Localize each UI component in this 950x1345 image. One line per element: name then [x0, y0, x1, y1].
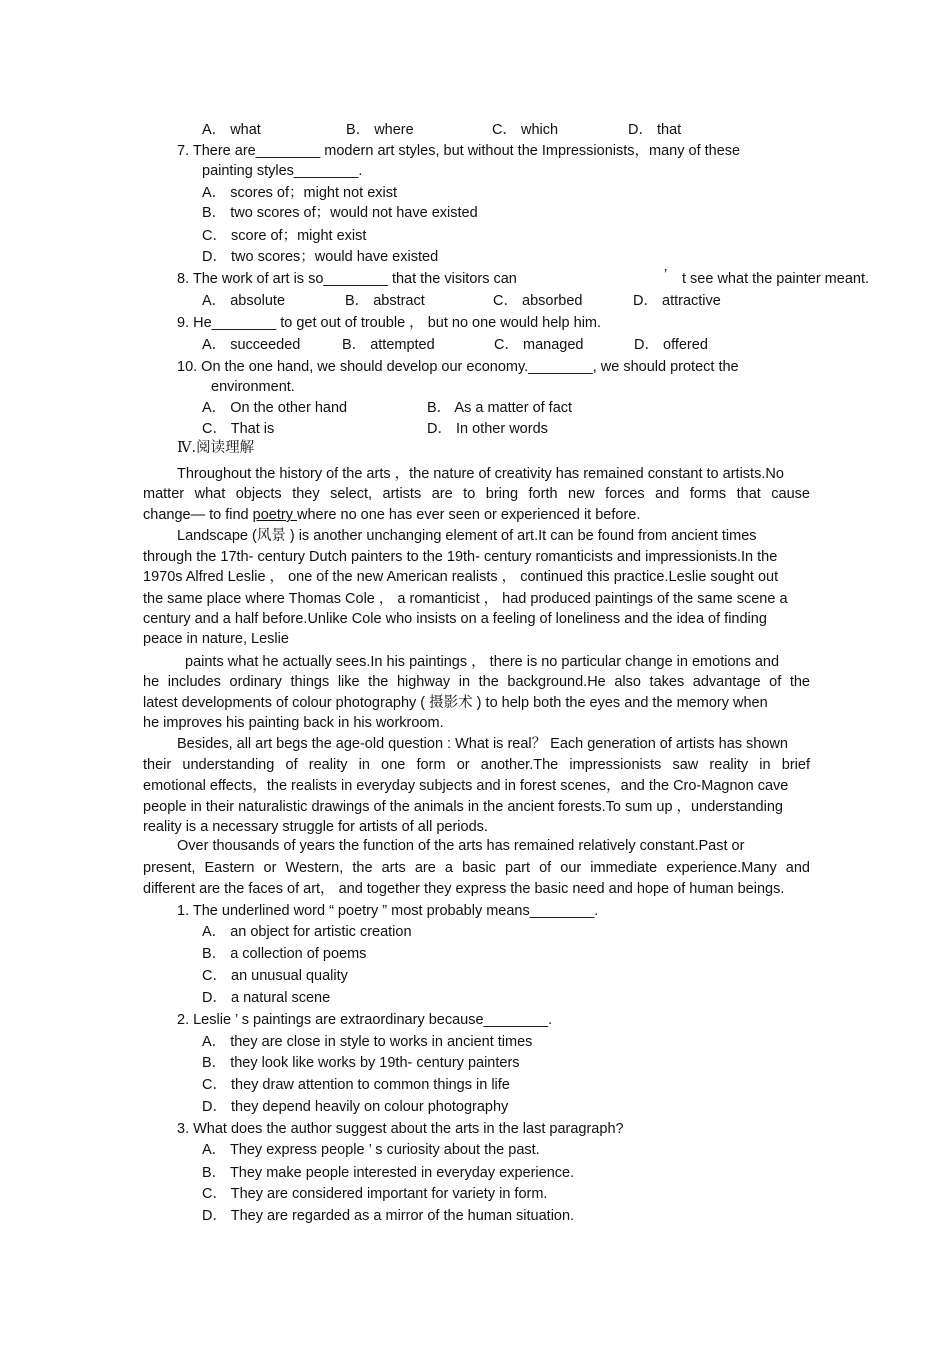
q8-stem-end: t see what the painter meant.	[682, 271, 869, 287]
rq3-option-d: D． They are regarded as a mirror of the human situation.	[202, 1208, 575, 1224]
passage-p3-line1: paints what he actually sees.In his paintings ， there is no particular change in emotions and	[185, 654, 780, 670]
passage-p1-line3-start: change— to find	[143, 507, 253, 523]
passage-p1-line1: Throughout the history of the arts ，the nature of creativity has remained constant to artists.No	[177, 466, 784, 482]
q8-option-d: D． attractive	[633, 293, 721, 309]
q10-option-a: A． On the other hand	[202, 400, 348, 416]
q8-option-b: B． abstract	[345, 293, 425, 309]
passage-p2-line2: through the 17th- century Dutch painters to the 19th- century romanticists and impressionists.In the	[143, 549, 778, 565]
passage-p2-line5: century and a half before.Unlike Cole who insists on a feeling of loneliness and the idea of finding	[143, 611, 767, 627]
q9-option-d: D． offered	[634, 337, 708, 353]
passage-p2-line4: the same place where Thomas Cole ， a romanticist ， had produced paintings of the same scene a	[143, 591, 788, 607]
passage-p4-line5: reality is a necessary struggle for artists of all periods.	[143, 819, 488, 835]
passage-p5-line3: different are the faces of art， and together they express the basic need and hope of human beings.	[143, 881, 785, 897]
passage-p3-cjk-photography: 摄影术	[429, 695, 473, 711]
q7-option-b: B． two scores of；would not have existed	[202, 205, 478, 221]
rq2-option-d: D． they depend heavily on colour photography	[202, 1099, 509, 1115]
q8-option-c: C． absorbed	[493, 293, 583, 309]
passage-p2-line3: 1970s Alfred Leslie ， one of the new American realists ， continued this practice.Leslie sought out	[143, 569, 779, 585]
rq3-option-c: C． They are considered important for variety in form.	[202, 1186, 548, 1202]
q10-stem-line2: environment.	[211, 379, 295, 395]
q8-stem: 8. The work of art is so________ that the visitors can	[177, 271, 517, 287]
passage-p2-line6: peace in nature, Leslie	[143, 631, 289, 647]
q9-option-a: A． succeeded	[202, 337, 301, 353]
q7-option-a: A． scores of；might not exist	[202, 185, 398, 201]
rq1-option-a: A． an object for artistic creation	[202, 924, 412, 940]
underlined-word-poetry: poetry	[252, 507, 297, 523]
q9-stem: 9. He________ to get out of trouble ， but no one would help him.	[177, 315, 602, 331]
passage-p3-line2: he includes ordinary things like the highway in the background.He also takes advantage of the	[143, 674, 810, 690]
passage-p5-line1: Over thousands of years the function of the arts has remained relatively constant.Past or	[177, 838, 745, 854]
rq1-stem: 1. The underlined word “ poetry ” most probably means________.	[177, 903, 599, 919]
passage-p4-line4: people in their naturalistic drawings of the animals in the ancient forests.To sum up ，understanding	[143, 799, 783, 815]
q7-option-c: C． score of；might exist	[202, 228, 367, 244]
q7-stem-line1: 7. There are________ modern art styles, but without the Impressionists，many of these	[177, 143, 741, 159]
q8-option-a: A． absolute	[202, 293, 286, 309]
q8-stem-apostrophe: ’	[664, 267, 668, 283]
q6-option-b: B． where	[346, 122, 414, 138]
q9-option-b: B． attempted	[342, 337, 435, 353]
rq3-option-b: B． They make people interested in everyday experience.	[202, 1165, 575, 1181]
passage-p2-line1-start: Landscape (	[177, 528, 257, 544]
rq2-option-c: C． they draw attention to common things in life	[202, 1077, 510, 1093]
passage-p2-cjk-landscape: 风景	[256, 528, 286, 544]
q6-option-c: C． which	[492, 122, 559, 138]
rq1-option-c: C． an unusual quality	[202, 968, 348, 984]
passage-p2-line1	[177, 526, 757, 546]
q10-option-c: C． That is	[202, 421, 275, 437]
passage-p3-line3-start: latest developments of colour photography (	[143, 695, 430, 711]
passage-p5-line2: present, Eastern or Western, the arts are a basic part of our immediate experience.Many and	[143, 860, 810, 876]
rq3-stem: 3. What does the author suggest about the arts in the last paragraph?	[177, 1121, 624, 1137]
section-heading: Ⅳ.阅读理解	[177, 440, 255, 456]
q7-option-d: D． two scores；would have existed	[202, 249, 439, 265]
rq2-option-a: A． they are close in style to works in ancient times	[202, 1034, 533, 1050]
passage-p1-line3-end: where no one has ever seen or experienced it before.	[296, 507, 641, 523]
rq2-option-b: B． they look like works by 19th- century painters	[202, 1055, 520, 1071]
q6-option-d: D． that	[628, 122, 682, 138]
passage-p4-line2: their understanding of reality in one form or another.The impressionists saw reality in brief	[143, 757, 810, 773]
passage-p3-line3	[143, 693, 768, 713]
passage-p1-line2: matter what objects they select, artists are to bring forth new forces and forms that cause	[143, 486, 810, 502]
passage-p3-line3-end: ) to help both the eyes and the memory when	[472, 695, 768, 711]
rq3-option-a: A． They express people ’ s curiosity about the past.	[202, 1142, 540, 1158]
q10-option-b: B． As a matter of fact	[427, 400, 573, 416]
passage-p1-line3	[143, 505, 640, 525]
passage-p3-line4: he improves his painting back in his workroom.	[143, 715, 444, 731]
passage-p4-line1: Besides, all art begs the age-old question : What is real？ Each generation of artists has shown	[177, 736, 788, 752]
passage-p4-line3: emotional effects，the realists in everyday subjects and in forest scenes，and the Cro-Magnon cave	[143, 778, 789, 794]
rq2-stem: 2. Leslie ’ s paintings are extraordinary because________.	[177, 1012, 553, 1028]
q6-option-a: A． what	[202, 122, 261, 138]
q10-option-d: D． In other words	[427, 421, 548, 437]
rq1-option-b: B． a collection of poems	[202, 946, 367, 962]
passage-p2-line1-end: ) is another unchanging element of art.It can be found from ancient times	[285, 528, 757, 544]
q9-option-c: C． managed	[494, 337, 584, 353]
q10-stem-line1: 10. On the one hand, we should develop our economy.________, we should protect the	[177, 359, 739, 375]
rq1-option-d: D． a natural scene	[202, 990, 331, 1006]
q7-stem-line2: painting styles________.	[202, 163, 363, 179]
